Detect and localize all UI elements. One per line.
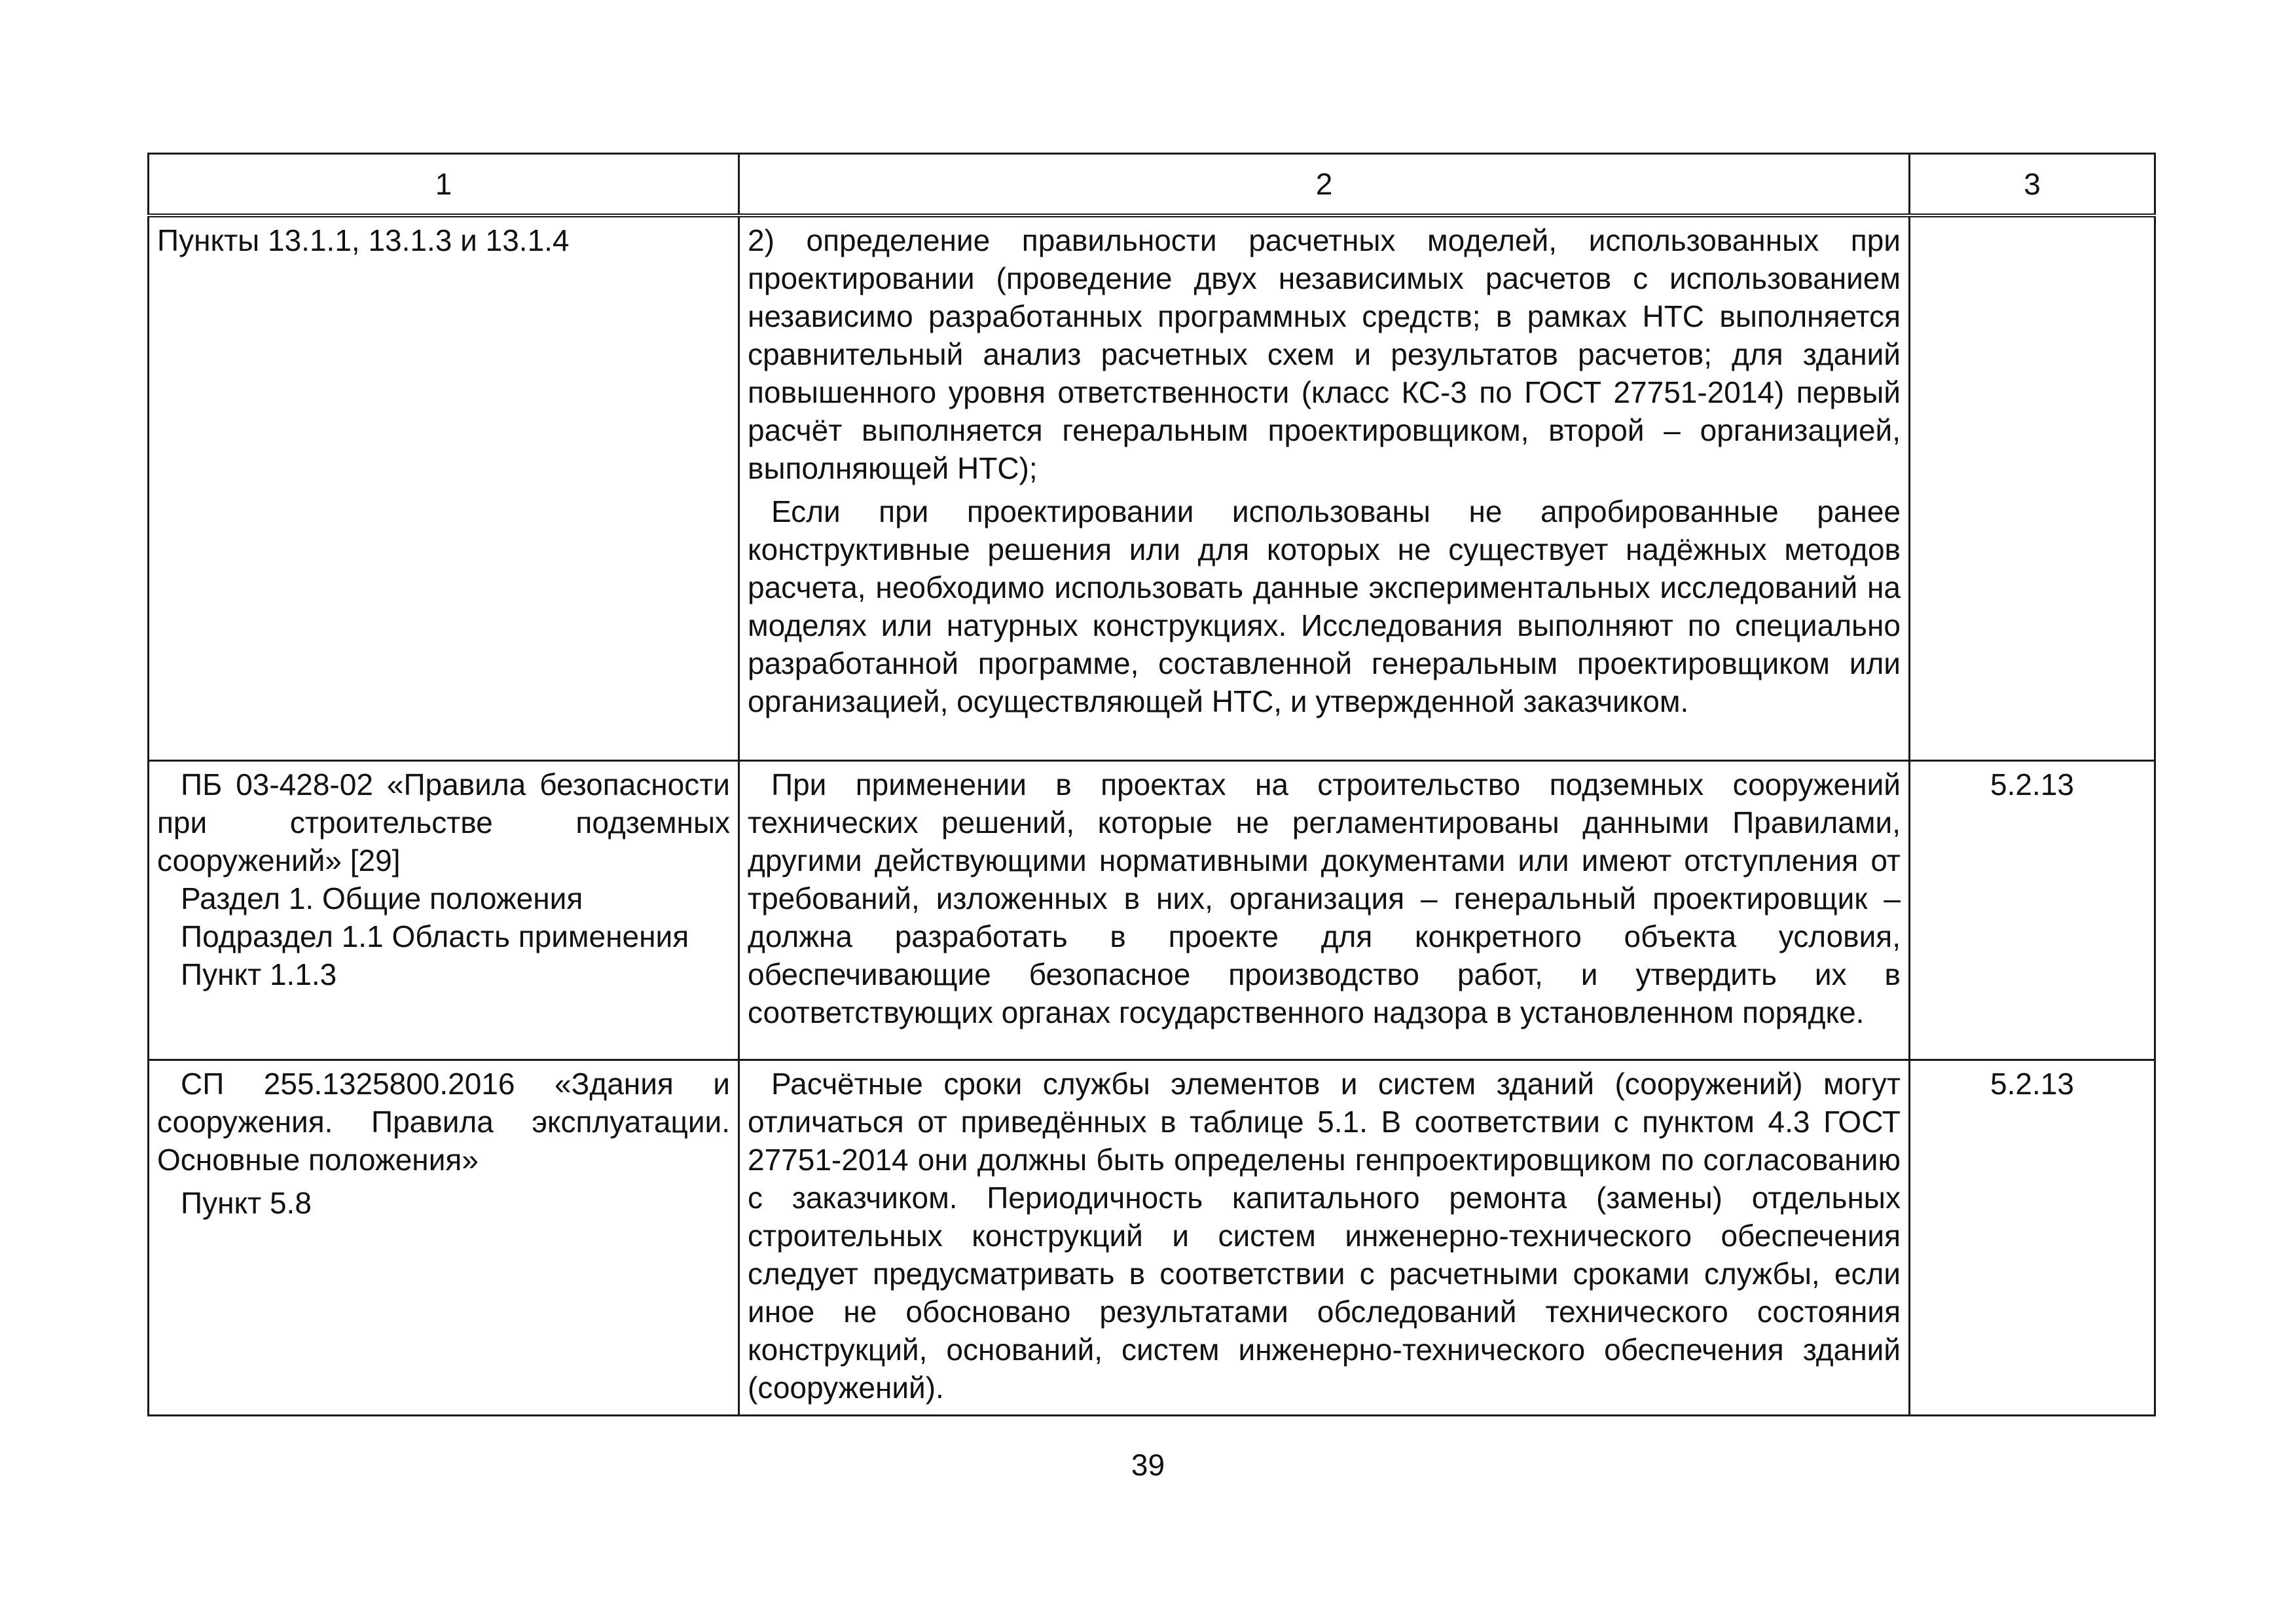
column-header-1: 1	[149, 154, 739, 216]
section-reference-cell	[1910, 215, 2155, 760]
section-reference-cell: 5.2.13	[1910, 1060, 2155, 1415]
requirement-paragraph: Расчётные сроки службы элементов и систем зданий (сооружений) могут отличаться от приведённых в таблице 5.1. В соответствии с пунктом 4.3 ГОСТ 27751-2014 они должны быть определены генпроектировщиком по согласованию с заказчиком. Периодичность капитального ремонта (замены) отдельных строительных конструкций и систем инженерно-технического обеспечения следует предусматривать в соответствии с расчетными сроками службы, если иное не обосновано результатами обследований технического состояния конструкций, оснований, систем инженерно-технического обеспечения зданий (сооружений).	[748, 1066, 1901, 1405]
requirement-text-cell	[739, 1060, 1910, 1415]
normative-reference-cell	[149, 760, 739, 1060]
section-reference-cell: 5.2.13	[1910, 760, 2155, 1060]
reference-clause: Пункт 1.1.3	[181, 957, 337, 991]
column-header-2: 2	[739, 154, 1910, 216]
reference-section: Раздел 1. Общие положения	[181, 881, 583, 915]
table-row	[149, 760, 2155, 1060]
reference-clause: Пункт 5.8	[181, 1185, 312, 1220]
normative-reference-cell	[149, 215, 739, 760]
requirement-paragraph: Если при проектировании использованы не апробированные ранее конструктивные решения или для которых не существует надёжных методов расчета, необходимо использовать данные экспериментальных исследований на моделях или натурных конструкциях. Исследования выполняют по специально разработанной программе, составленной генеральным проектировщиком или организацией, осуществляющей НТС, и утвержденной заказчиком.	[748, 494, 1901, 718]
page-number: 39	[1131, 1448, 1165, 1482]
reference-subsection: Подраздел 1.1 Область применения	[181, 919, 689, 953]
requirement-paragraph: При применении в проектах на строительство подземных сооружений технических решений, которые не регламентированы данными Правилами, другими действующими нормативными документами или имеют отступления от требований, изложенных в них, организация – генеральный проектировщик – должна разработать в проекте для конкретного объекта условия, обеспечивающие безопасное производство работ, и утвердить их в соответствующих органах государственного надзора в установленном порядке.	[748, 767, 1901, 1029]
table-row	[149, 1060, 2155, 1415]
reference-text: СП 255.1325800.2016 «Здания и сооружения. Правила эксплуатации. Основные положения»	[157, 1066, 730, 1177]
table-header-row	[149, 154, 2155, 216]
table-row	[149, 215, 2155, 760]
requirement-text-cell	[739, 760, 1910, 1060]
reference-text: ПБ 03-428-02 «Правила безопасности при строительстве подземных сооружений» [29]	[157, 767, 730, 877]
requirement-text-cell	[739, 215, 1910, 760]
requirements-table	[147, 153, 2156, 1416]
column-header-3: 3	[1910, 154, 2155, 216]
reference-text: Пункты 13.1.1, 13.1.3 и 13.1.4	[157, 223, 570, 257]
requirement-paragraph: 2) определение правильности расчетных моделей, использованных при проектировании (проведение двух независимых расчетов с использованием независимо разработанных программных средств; в рамках НТС выполняется сравнительный анализ расчетных схем и результатов расчетов; для зданий повышенного уровня ответственности (класс КС-3 по ГОСТ 27751-2014) первый расчёт выполняется генеральным проектировщиком, второй – организацией, выполняющей НТС);	[748, 223, 1901, 485]
normative-reference-cell	[149, 1060, 739, 1415]
